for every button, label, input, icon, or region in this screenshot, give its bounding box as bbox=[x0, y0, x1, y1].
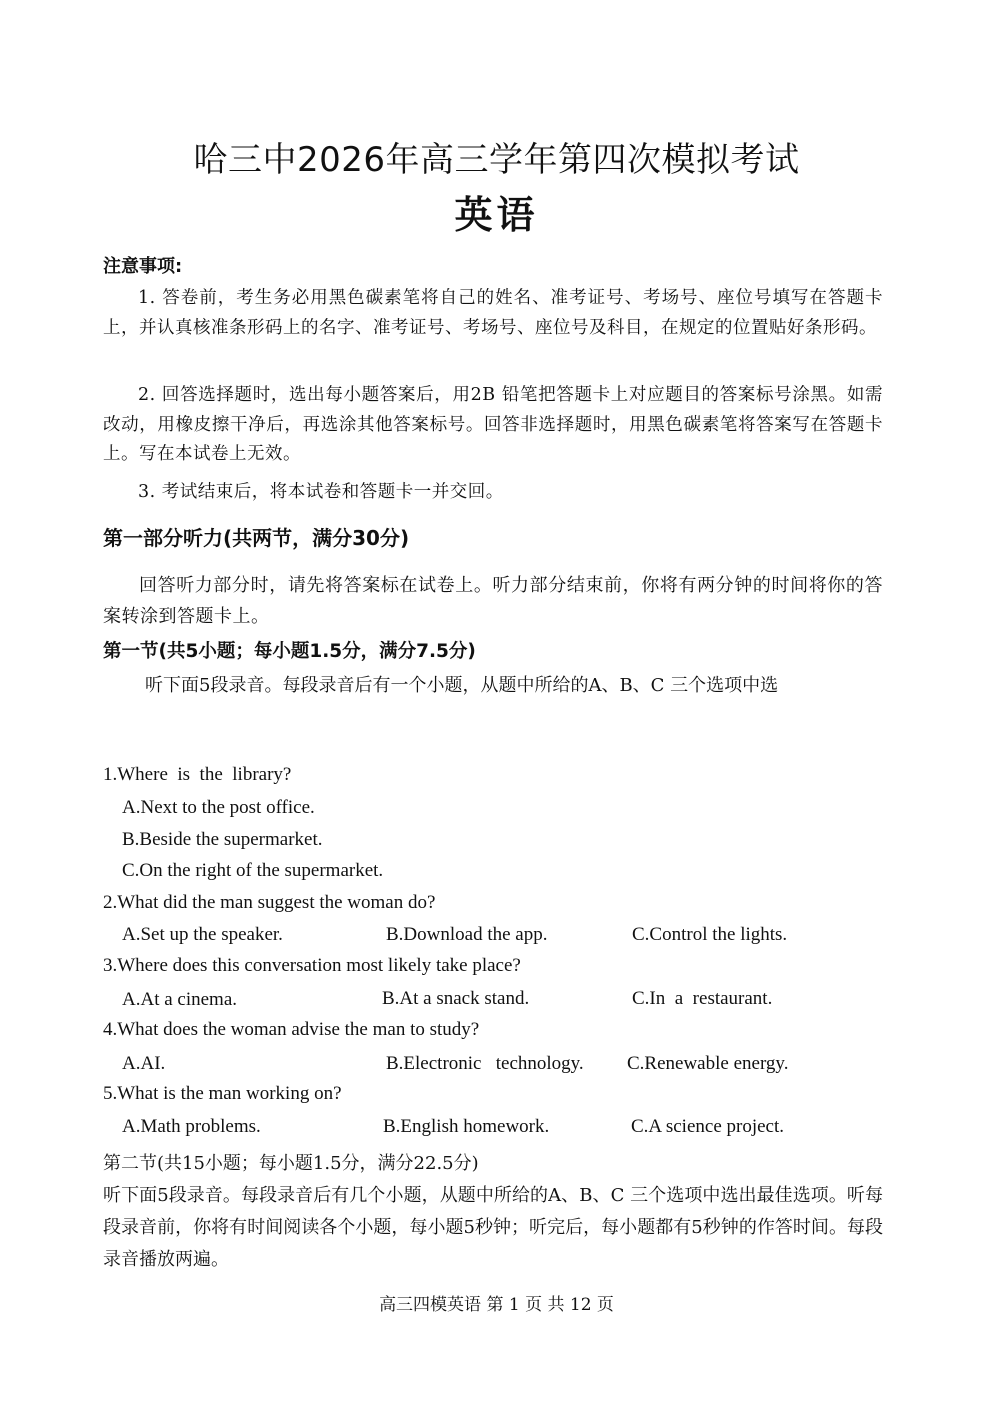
section2-intro: 听下面5段录音。每段录音后有几个小题，从题中所给的A、B、C 三个选项中选出最佳选项。听每段录音前，你将有时间阅读各个小题，每小题5秒钟；听完后，每小题都有5秒钟的作答时间。每段录音播放两遍。 bbox=[103, 1185, 883, 1270]
page-footer: 高三四模英语 第 1 页 共 12 页 bbox=[379, 1295, 614, 1315]
question-option: A.AI. bbox=[122, 1053, 166, 1074]
question-option: A.Math problems. bbox=[122, 1116, 261, 1137]
question-option: B.Download the app. bbox=[386, 924, 548, 945]
question-option: C.On the right of the supermarket. bbox=[122, 860, 384, 881]
subject-title: 英语 bbox=[454, 193, 539, 237]
section1-heading: 第一节(共5小题；每小题1.5分，满分7.5分) bbox=[103, 641, 476, 662]
question-stem: 4.What does the woman advise the man to study? bbox=[103, 1019, 480, 1040]
exam-title: 哈三中2026年高三学年第四次模拟考试 bbox=[193, 140, 800, 180]
question-option: B.English homework. bbox=[383, 1116, 550, 1137]
part1-intro: 回答听力部分时，请先将答案标在试卷上。听力部分结束前，你将有两分钟的时间将你的答案转涂到答题卡上。 bbox=[103, 575, 883, 627]
question-stem: 2.What did the man suggest the woman do? bbox=[103, 892, 436, 913]
question-option: B.At a snack stand. bbox=[382, 988, 530, 1009]
question-option: C.Control the lights. bbox=[632, 924, 788, 945]
question-option: A.At a cinema. bbox=[122, 989, 238, 1010]
question-option: C.Renewable energy. bbox=[627, 1053, 789, 1074]
part1-heading: 第一部分听力(共两节，满分30分) bbox=[103, 526, 410, 550]
question-option: A.Set up the speaker. bbox=[122, 924, 283, 945]
notice-heading: 注意事项: bbox=[103, 256, 183, 277]
notice-item: 2. 回答选择题时，选出每小题答案后，用2B 铅笔把答题卡上对应题目的答案标号涂黑。如需改动，用橡皮擦干净后，再选涂其他答案标号。回答非选择题时，用黑色碳素笔将答案写在答题卡上。写在本试卷上无效。 bbox=[103, 385, 883, 464]
question-stem: 3.Where does this conversation most likely take place? bbox=[103, 955, 521, 976]
notice-item: 3. 考试结束后，将本试卷和答题卡一并交回。 bbox=[138, 482, 504, 502]
question-option: C.A science project. bbox=[631, 1116, 785, 1137]
section2-heading: 第二节(共15小题；每小题1.5分，满分22.5分) bbox=[103, 1153, 479, 1174]
question-option: B.Beside the supermarket. bbox=[122, 829, 323, 850]
question-option: A.Next to the post office. bbox=[122, 797, 315, 818]
question-option: C.In a restaurant. bbox=[632, 988, 773, 1009]
notice-item: 1. 答卷前，考生务必用黑色碳素笔将自己的姓名、准考证号、考场号、座位号填写在答题卡上，并认真核准条形码上的名字、准考证号、考场号、座位号及科目，在规定的位置贴好条形码。 bbox=[103, 288, 883, 338]
section1-intro: 听下面5段录音。每段录音后有一个小题，从题中所给的A、B、C 三个选项中选 bbox=[145, 675, 779, 696]
question-option: B.Electronic technology. bbox=[386, 1053, 584, 1074]
question-stem: 1.Where is the library? bbox=[103, 764, 292, 785]
question-stem: 5.What is the man working on? bbox=[103, 1083, 342, 1104]
